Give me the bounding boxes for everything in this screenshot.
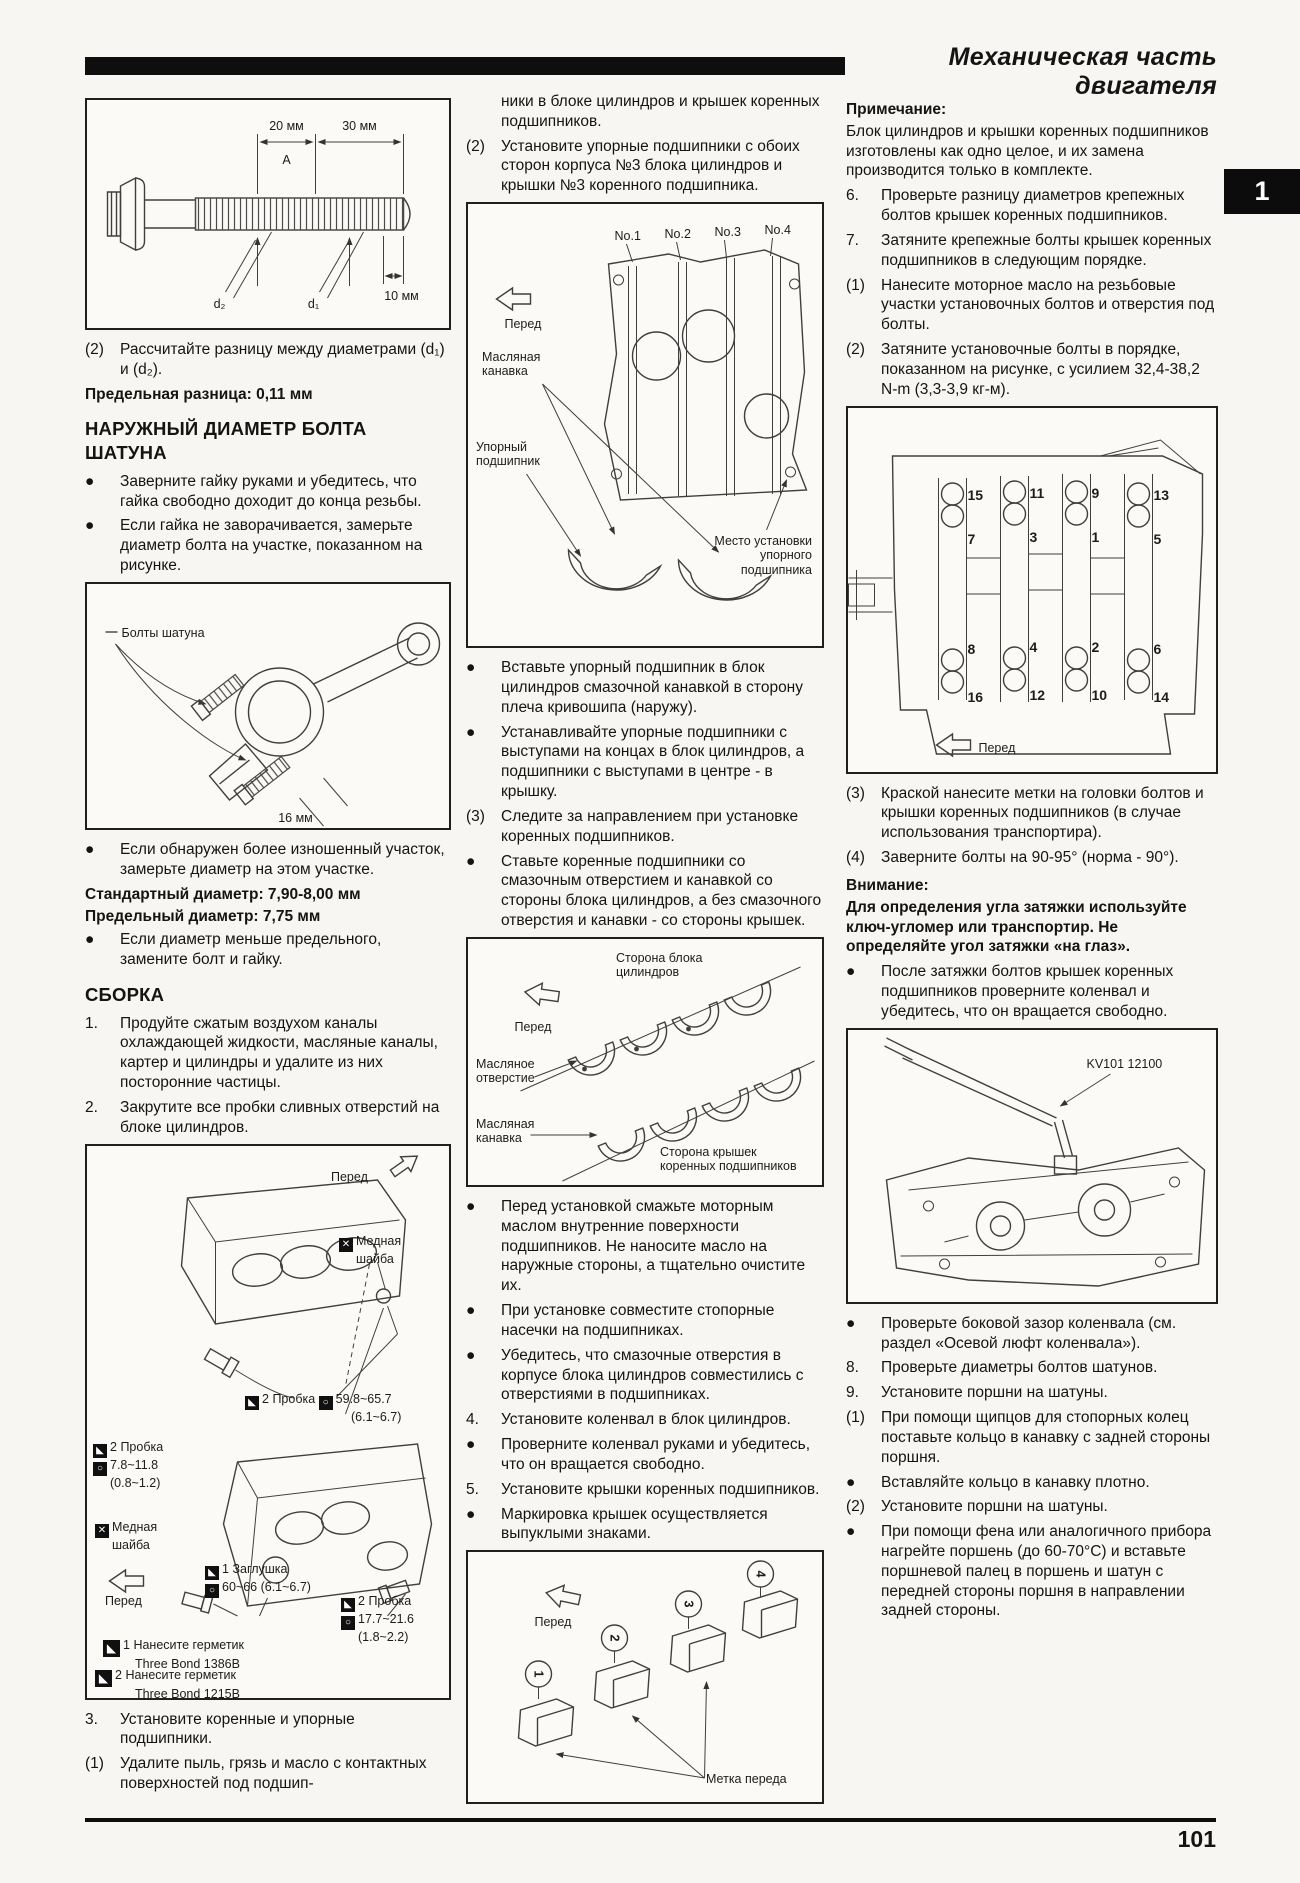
front-arrow-label: Перед	[534, 1615, 572, 1630]
order-number: 5	[1153, 530, 1162, 547]
order-number: 7	[967, 530, 976, 547]
torque-value: 7.8~11.8	[110, 1457, 159, 1472]
crankshaft-tool-drawing	[848, 1030, 1216, 1302]
front-arrow-label: Перед	[504, 317, 542, 332]
thrust-location-label	[682, 534, 812, 577]
list-item	[85, 1014, 451, 1093]
torque-icon	[319, 1396, 333, 1410]
figure-bearing-caps-order	[466, 1550, 824, 1804]
list-marker: (2)	[846, 1498, 865, 1516]
figure-bolt-tightening-order	[846, 406, 1218, 774]
paragraph-text: Если диаметр меньше предельного, замените болт и гайку.	[120, 931, 382, 969]
paragraph: Блок цилиндров и крышки коренных подшипников изготовлены как одно целое, и их замена производится только в комплекте.	[846, 122, 1209, 180]
torque-icon	[205, 1584, 219, 1598]
list-marker: 4.	[466, 1411, 479, 1429]
list-marker: (3)	[466, 807, 485, 825]
sealant-product: Three Bond 1386B	[135, 1656, 240, 1671]
paragraph-text: Краской нанесите метки на головки болтов и крышки коренных подшипников (в случае использования транспортира).	[881, 784, 1204, 842]
list-item	[466, 852, 824, 931]
paragraph-text: Убедитесь, что смазочные отверстия в корпусе блока цилиндров совместились с отверстиями в подшипниках.	[501, 1346, 804, 1404]
list-marker	[466, 92, 501, 132]
order-number: 15	[967, 486, 984, 503]
sealant-product: Three Bond 1215B	[135, 1686, 240, 1701]
paragraph-text: Перед установкой смажьте моторным маслом внутренние поверхности подшипников. Не наносите масло на наружные стороны, а тщательно очистите их.	[501, 1197, 806, 1295]
column-2	[466, 92, 824, 1814]
list-marker: ●	[466, 723, 476, 741]
list-item	[85, 840, 451, 880]
sealant-ref-number: 1	[123, 1637, 130, 1652]
copper-washer-icon	[339, 1238, 353, 1252]
paragraph-text: Установите коленвал в блок цилиндров.	[501, 1411, 791, 1429]
list-marker: (1)	[846, 1409, 865, 1427]
paragraph-text: Затяните крепежные болты крышек коренных подшипников в следующим порядке.	[881, 231, 1212, 269]
front-arrow-label: Перед	[105, 1593, 142, 1608]
section-heading: СБОРКА	[85, 983, 165, 1005]
list-item	[85, 472, 451, 512]
list-marker: ●	[466, 1197, 476, 1215]
text-block	[466, 92, 824, 196]
order-number: 1	[1091, 528, 1100, 545]
list-item	[85, 1710, 451, 1750]
paragraph-text: Установите поршни на шатуны.	[881, 1498, 1108, 1516]
order-number: 16	[967, 688, 984, 705]
list-marker: ●	[466, 659, 476, 677]
label-text: Масляная	[482, 350, 541, 365]
list-marker: ●	[85, 931, 95, 949]
list-marker: 6.	[846, 187, 859, 205]
warning-text: Для определения угла затяжки используйте ключ-угломер или транспортир. Не определяйте угол затяжки «на глаз».	[846, 898, 1187, 956]
order-number: 4	[1029, 638, 1038, 655]
note-heading: Внимание:	[846, 876, 929, 894]
d1-label: d₁	[307, 297, 320, 311]
sealant-icon	[341, 1598, 355, 1612]
label-text: Масляная	[476, 1116, 535, 1131]
connecting-rod-drawing	[87, 584, 449, 828]
label-text: шайба	[356, 1251, 394, 1266]
paragraph-text: Удалите пыль, грязь и масло с контактных поверхностей под подшип-	[120, 1755, 427, 1793]
list-item	[846, 186, 1218, 226]
list-item	[85, 1098, 451, 1138]
list-marker: ●	[846, 963, 856, 981]
paragraph-text: Следите за направлением при установке коренных подшипников.	[501, 807, 799, 845]
list-marker: (1)	[85, 1755, 104, 1773]
list-item	[846, 1473, 1218, 1493]
header-rule	[85, 57, 845, 75]
figure-thrust-bearing-location	[466, 202, 824, 648]
paragraph-text: Если гайка не заворачивается, замерьте диаметр болта на участке, показанном на рисунке.	[120, 517, 423, 575]
figure-cylinder-block-plugs	[85, 1144, 451, 1700]
text-block	[846, 100, 1218, 400]
journal-no1-label: No.1	[614, 229, 641, 244]
paragraph-text: Установите коренные и упорные подшипники.	[120, 1710, 355, 1748]
paragraph-text: Маркировка крышек осуществляется выпуклыми знаками.	[501, 1505, 768, 1543]
list-marker: ●	[85, 472, 95, 490]
label-text: Медная	[356, 1233, 402, 1248]
list-marker: 1.	[85, 1014, 98, 1032]
copper-washer-icon	[95, 1524, 109, 1538]
thrust-bearing-drawing	[468, 204, 822, 646]
list-item	[466, 1435, 824, 1475]
list-marker: ●	[85, 517, 95, 535]
column-3	[846, 92, 1218, 1626]
paragraph-text: Вставьте упорный подшипник в блок цилиндров смазочной канавкой в сторону плеча кривошипа (наружу).	[501, 659, 803, 716]
plug-label-left	[93, 1440, 185, 1490]
label-text: Нанесите герметик	[133, 1637, 245, 1652]
order-number: 11	[1029, 484, 1045, 501]
sealant-ref-number: 1	[222, 1561, 229, 1576]
spec-line: Предельная разница: 0,11 мм	[85, 385, 313, 403]
front-arrow-label: Перед	[331, 1169, 368, 1184]
dim-16mm: 16 мм	[278, 810, 313, 825]
cap-number-4: 4	[753, 1570, 768, 1578]
block-side-label	[616, 951, 726, 980]
list-marker: 3.	[85, 1710, 98, 1728]
paragraph-text: Проверните коленвал руками и убедитесь, что он вращается свободно.	[501, 1436, 811, 1473]
list-item	[85, 516, 451, 575]
spec-line: Предельный диаметр: 7,75 мм	[85, 908, 321, 926]
sealant-legend-1	[103, 1638, 323, 1671]
list-marker: ●	[466, 1505, 476, 1523]
list-item	[466, 1346, 824, 1405]
thrust-bearing-label	[476, 440, 566, 469]
tool-code-label: KV101 12100	[1086, 1056, 1163, 1071]
label-text: цилиндров	[616, 965, 680, 980]
sealant-ref-number: 2	[115, 1667, 122, 1682]
list-item	[846, 1383, 1218, 1403]
cap-plug-label	[205, 1562, 375, 1598]
paragraph-text: При помощи фена или аналогичного прибора нагрейте поршень (до 60-70°C) и вставьте поршневой палец в поршень и шатун с передней стороны поршня в направлении задней стороны.	[881, 1523, 1212, 1620]
order-number: 9	[1091, 484, 1100, 501]
torque-value: 59.8~65.7	[335, 1391, 392, 1406]
order-number: 8	[967, 640, 976, 657]
list-item	[846, 962, 1218, 1021]
list-item	[466, 1197, 824, 1296]
list-marker: 5.	[466, 1480, 479, 1498]
paragraph-text: Заверните гайку руками и убедитесь, что гайка свободно доходит до конца резьбы.	[120, 472, 422, 510]
text-block	[466, 1197, 824, 1544]
list-item	[466, 658, 824, 717]
plug-label-right	[245, 1392, 445, 1424]
list-marker: ●	[846, 1473, 856, 1491]
label-text: Пробка	[272, 1391, 316, 1406]
list-marker: ●	[466, 1436, 476, 1454]
text-block	[85, 340, 451, 576]
label-text: Пробка	[120, 1439, 164, 1454]
list-marker: (2)	[85, 341, 104, 358]
order-number: 14	[1153, 688, 1170, 705]
torque-value-kgm: (0.8~1.2)	[110, 1475, 161, 1490]
paragraph-text: Продуйте сжатым воздухом каналы охлаждающей жидкости, масляные каналы, картер и цилиндры и удалите из них посторонние частицы.	[120, 1014, 438, 1092]
sealant-legend-2	[95, 1668, 315, 1701]
sealant-ref-number: 2	[358, 1593, 365, 1608]
list-marker: (2)	[846, 341, 865, 359]
figure-bearing-shells	[466, 937, 824, 1187]
list-item	[466, 92, 824, 132]
paragraph-text: Затяните установочные болты в порядке, показанном на рисунке, с усилием 32,4-38,2 N-m (3,3-3,9 кг-м).	[881, 341, 1200, 398]
text-block	[846, 1314, 1218, 1622]
text-block	[466, 658, 824, 931]
bolt-drawing	[87, 100, 449, 328]
list-item	[466, 137, 824, 196]
label-text: подшипника	[740, 562, 812, 577]
list-item	[85, 930, 451, 970]
list-item	[466, 723, 824, 802]
list-item	[846, 231, 1218, 271]
dim-20mm: 20 мм	[269, 119, 304, 133]
oil-groove-label	[476, 1117, 556, 1146]
spec-line: Стандартный диаметр: 7,90-8,00 мм	[85, 885, 361, 903]
sealant-icon	[93, 1444, 107, 1458]
list-item	[846, 1408, 1218, 1467]
paragraph-text: При помощи щипцов для стопорных колец поставьте кольцо в канавку с задней стороны поршня.	[881, 1409, 1211, 1466]
paragraph-text: Установите крышки коренных подшипников.	[501, 1480, 820, 1498]
label-text: подшипник	[476, 454, 540, 469]
paragraph-text: Проверьте диаметры болтов шатунов.	[881, 1359, 1158, 1377]
list-marker: (1)	[846, 276, 865, 294]
list-item	[466, 807, 824, 847]
list-marker: ●	[846, 1314, 856, 1332]
copper-washer-label	[339, 1234, 419, 1266]
list-marker: 8.	[846, 1359, 859, 1377]
sealant-icon	[205, 1566, 219, 1580]
paragraph-text: Если обнаружен более изношенный участок, замерьте диаметр на этом участке.	[120, 840, 445, 878]
sealant-icon	[103, 1640, 120, 1657]
journal-no3-label: No.3	[714, 225, 741, 240]
dim-30mm: 30 мм	[342, 119, 377, 133]
paragraph-text: Закрутите все пробки сливных отверстий на блоке цилиндров.	[120, 1098, 440, 1136]
paragraph-text: Установите поршни на шатуны.	[881, 1384, 1108, 1402]
dim-10mm: 10 мм	[384, 289, 419, 303]
label-text: Медная	[112, 1519, 158, 1534]
list-item	[846, 276, 1218, 335]
section-tab: 1	[1224, 169, 1300, 214]
label-text: канавка	[482, 364, 528, 379]
sealant-ref-number: 2	[110, 1439, 117, 1454]
sealant-icon	[245, 1396, 259, 1410]
figure-crankshaft-rotation-tool	[846, 1028, 1218, 1304]
paragraph-text: Заверните болты на 90-95° (норма - 90°).	[881, 849, 1179, 867]
figure-bolt-measure	[85, 98, 451, 330]
copper-washer-label	[95, 1520, 175, 1552]
journal-no2-label: No.2	[664, 227, 691, 242]
list-marker: 9.	[846, 1384, 859, 1402]
journal-no4-label: No.4	[764, 223, 791, 238]
paragraph-text: Проверьте разницу диаметров крепежных болтов крышек коренных подшипников.	[881, 187, 1185, 225]
order-number: 2	[1091, 638, 1100, 655]
list-item	[85, 1754, 451, 1794]
label-text: Пробка	[368, 1593, 412, 1608]
oil-groove-label	[482, 350, 562, 379]
list-item	[846, 340, 1218, 399]
caps-side-label	[660, 1145, 815, 1174]
label-text: Сторона блока	[616, 950, 703, 965]
torque-value-kgm: (6.1~6.7)	[351, 1409, 402, 1424]
rod-bolts-label: Болты шатуна	[121, 625, 205, 640]
list-item	[846, 1497, 1218, 1517]
list-item	[846, 848, 1218, 868]
paragraph-text: Устанавливайте упорные подшипники с выступами на концах в блок цилиндров, а подшипники с выступами в центре - в крышку.	[501, 723, 805, 801]
sealant-icon	[95, 1670, 112, 1687]
label-text: канавка	[476, 1131, 522, 1146]
list-marker: ●	[466, 852, 476, 870]
cap-number-3: 3	[681, 1600, 696, 1608]
list-marker: 2.	[85, 1098, 98, 1116]
paragraph-text: Рассчитайте разницу между диаметрами (d₁) и (d₂).	[120, 341, 445, 378]
list-marker: ●	[85, 840, 95, 858]
label-text: Место установки	[714, 534, 812, 549]
paragraph-text: ники в блоке цилиндров и крышек коренных подшипников.	[501, 93, 820, 130]
torque-icon	[93, 1462, 107, 1476]
list-marker: (2)	[466, 137, 485, 155]
label-text: упорного	[759, 548, 812, 563]
text-block	[846, 784, 1218, 1022]
cap-number-2: 2	[607, 1634, 622, 1642]
front-arrow-label: Перед	[978, 740, 1016, 755]
list-marker: ●	[466, 1346, 476, 1364]
paragraph-text: После затяжки болтов крышек коренных подшипников проверните коленвал и убедитесь, что он вращается свободно.	[881, 963, 1174, 1020]
paragraph-text: Нанесите моторное масло на резьбовые участки установочных болтов и отверстия под болты.	[881, 276, 1215, 334]
label-text: коренных подшипников	[660, 1159, 797, 1174]
list-marker: ●	[846, 1523, 856, 1541]
note-heading: Примечание:	[846, 101, 947, 118]
order-number: 10	[1091, 686, 1108, 703]
cap-number-1: 1	[531, 1670, 546, 1678]
front-mark-label: Метка переда	[706, 1772, 787, 1787]
plug-label-bottom	[341, 1594, 441, 1644]
figure-connecting-rod	[85, 582, 451, 830]
list-item	[846, 1522, 1218, 1621]
list-item	[466, 1410, 824, 1430]
order-number: 6	[1153, 640, 1162, 657]
oil-hole-label	[476, 1057, 556, 1086]
zone-a-label: A	[282, 153, 291, 167]
paragraph-text: При установке совместите стопорные насечки на подшипниках.	[501, 1302, 775, 1339]
label-text: Масляное	[476, 1056, 535, 1071]
footer-rule	[85, 1818, 1216, 1822]
label-text: Упорный	[476, 440, 527, 455]
list-marker: (3)	[846, 784, 865, 802]
label-text: Сторона крышек	[660, 1144, 757, 1159]
paragraph-text: Ставьте коренные подшипники со смазочным отверстием и канавкой со стороны блока цилиндров, а без смазочного отверстия и канавки - со стороны крышек.	[501, 852, 822, 930]
list-item	[846, 784, 1218, 843]
list-item	[466, 1301, 824, 1341]
list-marker: (4)	[846, 849, 865, 867]
d2-label: d₂	[213, 297, 226, 311]
order-number: 3	[1029, 528, 1038, 545]
torque-value: 17.7~21.6	[358, 1611, 414, 1626]
torque-icon	[341, 1616, 355, 1630]
page-number: 101	[1177, 1826, 1216, 1852]
order-number: 13	[1153, 486, 1170, 503]
list-item	[846, 1314, 1218, 1354]
text-block	[85, 1710, 451, 1794]
front-arrow-label: Перед	[514, 1019, 552, 1034]
list-marker: ●	[466, 1302, 476, 1320]
label-text: Нанесите герметик	[125, 1667, 237, 1682]
order-number: 12	[1029, 686, 1046, 703]
paragraph-text: Проверьте боковой зазор коленвала (см. раздел «Осевой люфт коленвала»).	[881, 1314, 1177, 1352]
label-text: отверстие	[476, 1071, 535, 1086]
paragraph-text: Установите упорные подшипники с обоих сторон корпуса №3 блока цилиндров и крышки №3 коренного подшипника.	[501, 137, 800, 195]
list-item	[85, 340, 451, 380]
tightening-order-drawing	[848, 408, 1216, 772]
list-item	[466, 1480, 824, 1500]
list-item	[466, 1505, 824, 1545]
label-text: Заглушка	[232, 1561, 288, 1576]
torque-value: 60~66 (6.1~6.7)	[222, 1579, 311, 1594]
paragraph-text: Вставляйте кольцо в канавку плотно.	[881, 1473, 1150, 1491]
bearing-caps-drawing	[468, 1552, 822, 1802]
list-marker: 7.	[846, 231, 859, 249]
list-item	[846, 1358, 1218, 1378]
column-1	[85, 92, 451, 1799]
sealant-ref-number: 2	[262, 1391, 269, 1406]
torque-value-kgm: (1.8~2.2)	[358, 1629, 409, 1644]
label-text: шайба	[112, 1537, 150, 1552]
page-header-title: Механическая часть двигателя	[948, 43, 1217, 100]
text-block	[85, 840, 451, 1138]
section-heading: НАРУЖНЫЙ ДИАМЕТР БОЛТА ШАТУНА	[85, 418, 367, 464]
